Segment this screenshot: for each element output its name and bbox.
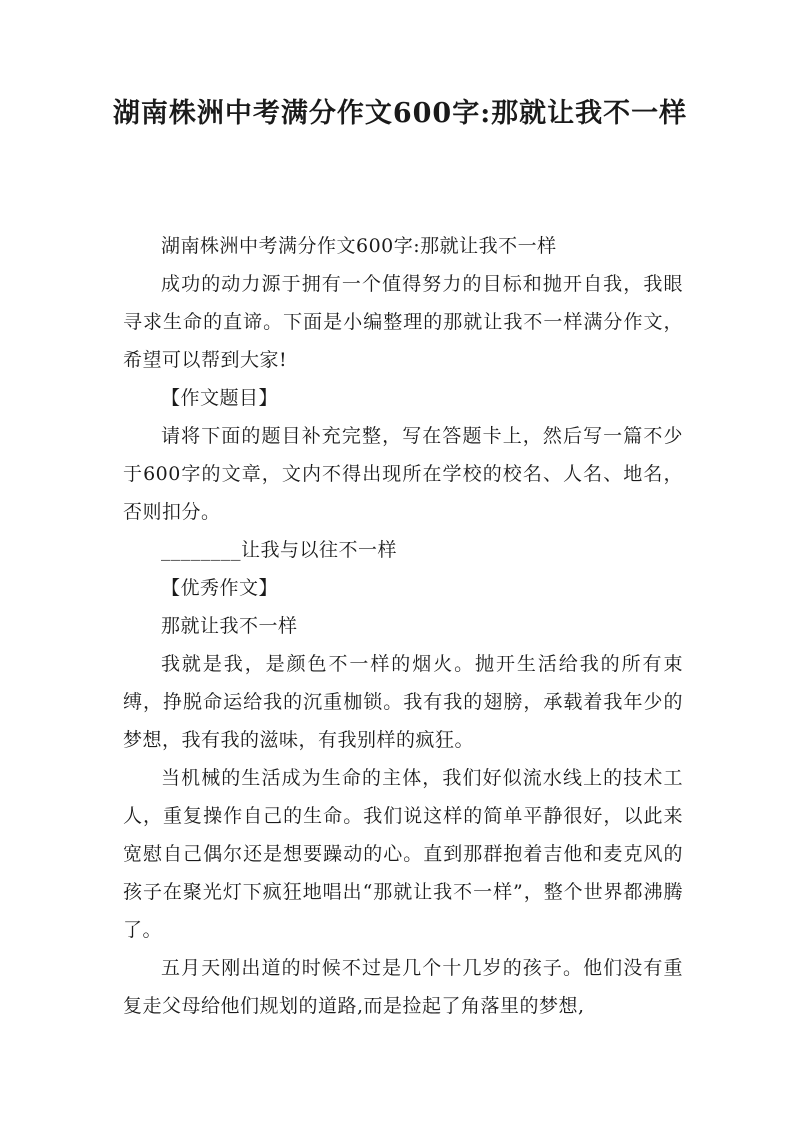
heading-essay-prompt: 【作文题目】 <box>161 387 279 409</box>
essay-title: 那就让我不一样 <box>161 615 298 637</box>
document-body <box>123 227 683 1025</box>
paragraph-prompt-blank-title: ________让我与以往不一样 <box>161 539 398 561</box>
paragraph-prompt-text: 请将下面的题目补充完整，写在答题卡上，然后写一篇不少于600字的文章，文内不得出现所在学校的校名、人名、地名，否则扣分。 <box>123 425 683 523</box>
heading-excellent-essay: 【优秀作文】 <box>161 577 279 599</box>
essay-paragraph-3: 五月天刚出道的时候不过是几个十几岁的孩子。他们没有重复走父母给他们规划的道路,而是捡起了角落里的梦想, <box>123 957 683 1017</box>
paragraph-subtitle: 湖南株洲中考满分作文600字:那就让我不一样 <box>161 235 557 257</box>
essay-paragraph-2: 当机械的生活成为生命的主体，我们好似流水线上的技术工人，重复操作自己的生命。我们说这样的简单平静很好，以此来宽慰自己偶尔还是想要躁动的心。直到那群抱着吉他和麦克风的孩子在聚光灯下疯狂地唱出“那就让我不一样”，整个世界都沸腾了。 <box>123 767 683 941</box>
essay-paragraph-1: 我就是我，是颜色不一样的烟火。抛开生活给我的所有束缚，挣脱命运给我的沉重枷锁。我有我的翅膀，承载着我年少的梦想，我有我的滋味，有我别样的疯狂。 <box>123 653 683 751</box>
paragraph-intro: 成功的动力源于拥有一个值得努力的目标和抛开自我，我眼寻求生命的直谛。下面是小编整理的那就让我不一样满分作文，希望可以帮到大家! <box>123 273 683 371</box>
document-title: 湖南株洲中考满分作文600字:那就让我不一样 <box>112 98 688 129</box>
